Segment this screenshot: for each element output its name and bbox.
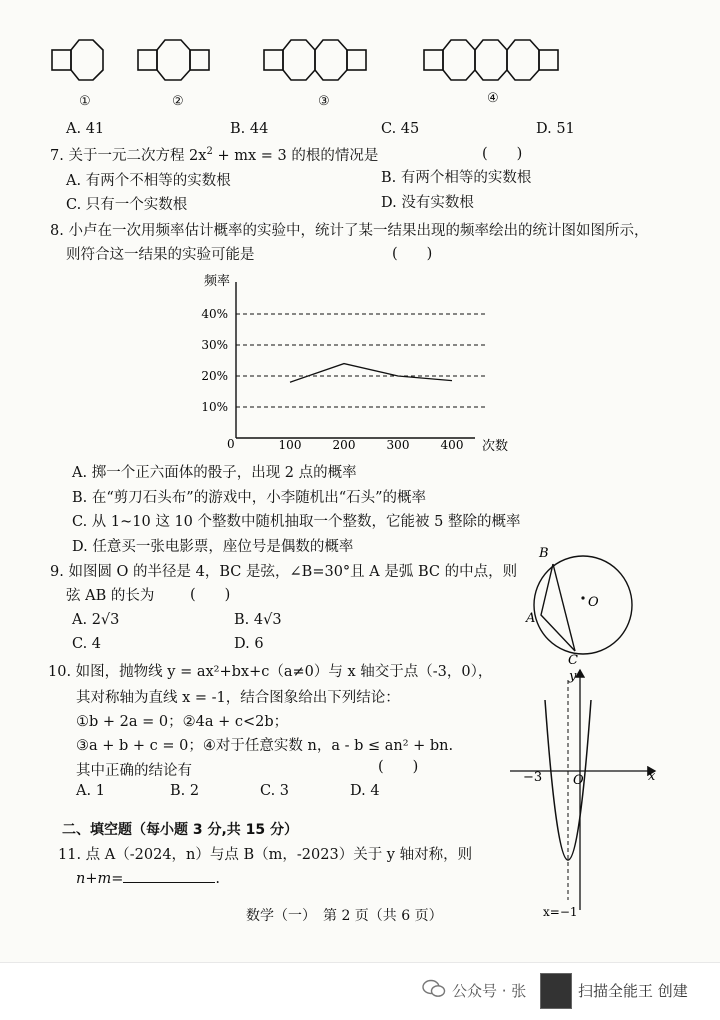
parabola-figure — [505, 660, 675, 920]
q8-stem-line1: 8. 小卢在一次用频率估计概率的实验中，统计了某一结果出现的频率绘出的统计图如图所示， — [50, 223, 649, 239]
neg3-label: −3 — [523, 770, 543, 785]
point-b-label: B — [539, 546, 549, 561]
chart-x-tick-label: 200 — [332, 438, 356, 452]
q8-paren: ( ) — [392, 246, 433, 262]
q7-option-d: D. 没有实数根 — [381, 195, 474, 211]
q10-stem-line5: 其中正确的结论有 — [76, 763, 192, 779]
chart-y-tick-label: 10% — [201, 400, 228, 414]
chart-y-tick-label: 40% — [201, 307, 228, 321]
polygon-figures — [40, 28, 600, 88]
q9-option-a: A. 2√3 — [72, 612, 120, 628]
q9-stem-line1: 9. 如图圆 O 的半径是 4，BC 是弦，∠B=30°且 A 是弧 BC 的中点，则 — [50, 564, 518, 580]
q10-paren: ( ) — [378, 759, 419, 775]
frequency-line-chart — [190, 268, 520, 458]
watermark-bar — [0, 962, 720, 1020]
q9-option-c: C. 4 — [72, 636, 102, 652]
symmetry-axis-label: x=−1 — [543, 905, 578, 919]
section-2-title: 二、填空题（每小题 3 分,共 15 分） — [62, 822, 299, 838]
point-a-label: A — [526, 611, 536, 626]
q9-option-b: B. 4√3 — [234, 612, 282, 628]
figure-label-2: ② — [172, 94, 184, 109]
chart-xlabel: 次数 — [482, 439, 509, 454]
q10-option-c: C. 3 — [260, 783, 290, 799]
q9-option-d: D. 6 — [234, 636, 264, 652]
chart-ylabel: 频率 — [204, 274, 231, 289]
q10-stem-line4: ③a + b + c = 0；④对于任意实数 n，a - b ≤ an² + bn. — [76, 738, 454, 754]
watermark-prefix: 公众号 · 张 — [452, 982, 527, 1000]
y-axis-label: y — [569, 669, 577, 684]
q8-option-a: A. 掷一个正六面体的骰子，出现 2 点的概率 — [72, 465, 357, 481]
q7-stem: 7. 关于一元二次方程 $2x^2$ + mx = 3 的根的情况是 — [50, 146, 379, 164]
chart-x-tick-label: 300 — [386, 438, 410, 452]
chart-x-tick-label: 400 — [440, 438, 464, 452]
q10-option-d: D. 4 — [350, 783, 380, 799]
q7-option-c: C. 只有一个实数根 — [66, 197, 188, 213]
figure-label-1: ① — [79, 94, 91, 109]
figure-label-3: ③ — [318, 94, 330, 109]
chart-y-tick-label: 30% — [201, 338, 228, 352]
q7-option-a: A. 有两个不相等的实数根 — [66, 173, 231, 189]
x-axis-label: x — [648, 769, 656, 784]
q8-option-b: B. 在“剪刀石头布”的游戏中，小李随机出“石头”的概率 — [72, 490, 427, 506]
q7-paren: ( ) — [482, 146, 523, 162]
scanner-logo-icon — [540, 973, 572, 1009]
q6-option-b: B. 44 — [230, 121, 269, 137]
q11-stem-line1: 11. 点 A（-2024，n）与点 B（m，-2023）关于 y 轴对称，则 — [58, 847, 473, 863]
q8-option-d: D. 任意买一张电影票，座位号是偶数的概率 — [72, 539, 354, 555]
q6-option-a: A. 41 — [66, 121, 105, 137]
q8-stem-line2: 则符合这一结果的实验可能是 — [66, 247, 255, 263]
q9-stem-line2: 弦 AB 的长为 — [66, 588, 155, 604]
chart-series-line — [290, 364, 452, 383]
wechat-icon — [422, 979, 446, 999]
circle-figure — [520, 540, 640, 665]
watermark-suffix: 扫描全能王 创建 — [578, 982, 688, 1000]
q10-stem-line1: 10. 如图，抛物线 y = ax²+bx+c（a≠0）与 x 轴交于点（-3，0）， — [48, 664, 493, 680]
center-o-label: O — [588, 595, 599, 610]
chart-y-tick-label: 20% — [201, 369, 228, 383]
q11-answer-line: n+m= . — [76, 868, 220, 887]
origin-label: O — [573, 773, 584, 788]
figure-label-4: ④ — [487, 91, 499, 106]
point-c-label: C — [568, 653, 578, 665]
q10-stem-line3: ①b + 2a = 0；②4a + c<2b； — [76, 714, 289, 730]
q6-option-c: C. 45 — [381, 121, 420, 137]
q8-option-c: C. 从 1~10 这 10 个整数中随机抽取一个整数，它能被 5 整除的概率 — [72, 514, 521, 530]
q10-option-a: A. 1 — [76, 783, 105, 799]
q7-option-b: B. 有两个相等的实数根 — [381, 170, 532, 186]
q11-answer-blank[interactable] — [123, 868, 215, 883]
chart-origin: 0 — [227, 437, 235, 451]
chart-x-tick-label: 100 — [278, 438, 302, 452]
q6-option-d: D. 51 — [536, 121, 575, 137]
page-footer: 数学（一） 第 2 页（共 6 页） — [246, 908, 443, 924]
q10-stem-line2: 其对称轴为直线 x = -1，结合图象给出下列结论： — [76, 690, 400, 706]
q10-option-b: B. 2 — [170, 783, 200, 799]
q9-paren: ( ) — [190, 587, 231, 603]
